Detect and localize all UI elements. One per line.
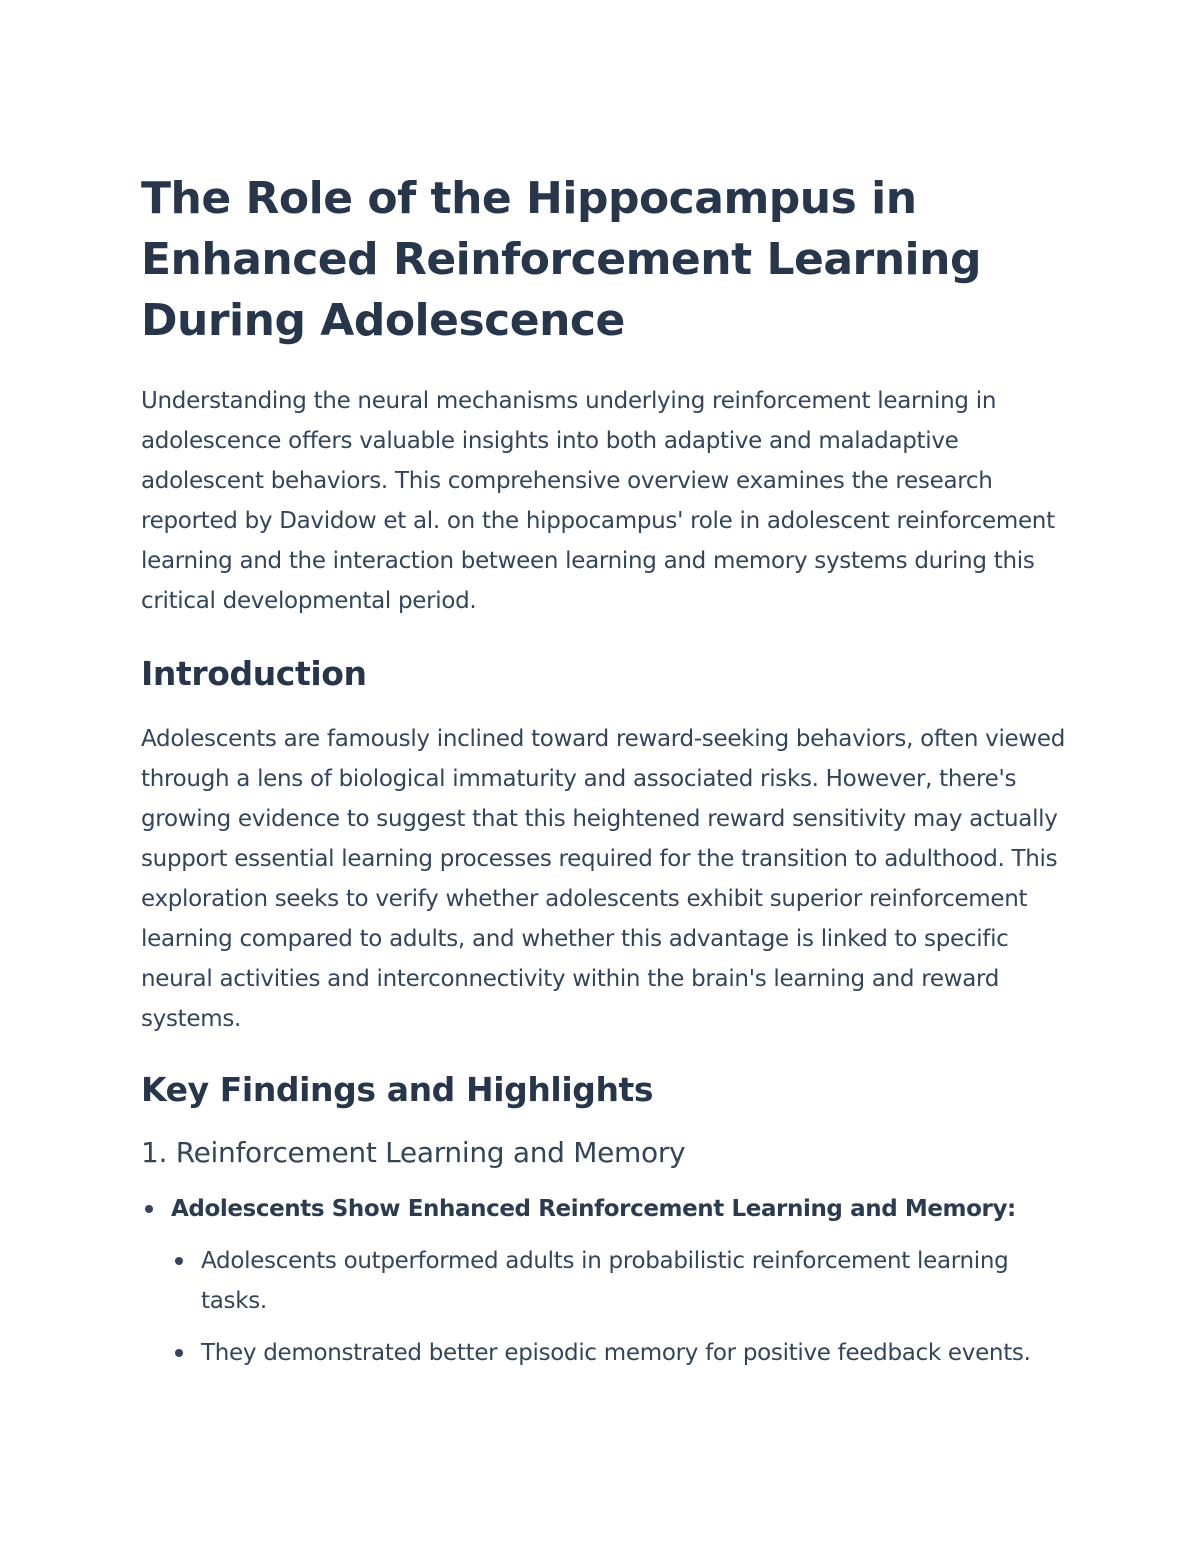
sub-list [171, 1241, 1081, 1373]
sub-list-item [171, 1241, 1081, 1321]
list-item [141, 1189, 1081, 1373]
findings-list [141, 1189, 1081, 1373]
sub-list-item [171, 1333, 1081, 1373]
document-title: The Role of the Hippocampus in Enhanced Reinforcement Learning During Adolescence [141, 173, 981, 346]
list-item-label: Adolescents Show Enhanced Reinforcement Learning and Memory: [171, 1196, 1016, 1222]
bullet-icon [175, 1257, 183, 1265]
intro-paragraph: Understanding the neural mechanisms underlying reinforcement learning in adolescence offers valuable insights into both adaptive and maladaptive adolescent behaviors. This comprehensive overview examines the research reported by Davidow et al. on the hippocampus' role in adolescent reinforcement learning and the interaction between learning and memory systems during this critical developmental period. [141, 388, 1055, 614]
section-heading-introduction: Introduction [141, 654, 367, 693]
document-page [141, 168, 1081, 1385]
sub-list-item-text: Adolescents outperformed adults in probabilistic reinforcement learning tasks. [201, 1248, 1009, 1314]
introduction-paragraph: Adolescents are famously inclined toward reward-seeking behaviors, often viewed through a lens of biological immaturity and associated risks. However, there's growing evidence to suggest that this heightened reward sensitivity may actually support essential learning processes required for the transition to adulthood. This exploration seeks to verify whether adolescents exhibit superior reinforcement learning compared to adults, and whether this advantage is linked to specific neural activities and interconnectivity within the brain's learning and reward systems. [141, 726, 1066, 1032]
bullet-icon [145, 1205, 153, 1213]
section-heading-key-findings: Key Findings and Highlights [141, 1070, 654, 1109]
subsection-heading: 1. Reinforcement Learning and Memory [141, 1136, 686, 1169]
bullet-icon [175, 1349, 183, 1357]
sub-list-item-text: They demonstrated better episodic memory for positive feedback events. [201, 1340, 1031, 1366]
